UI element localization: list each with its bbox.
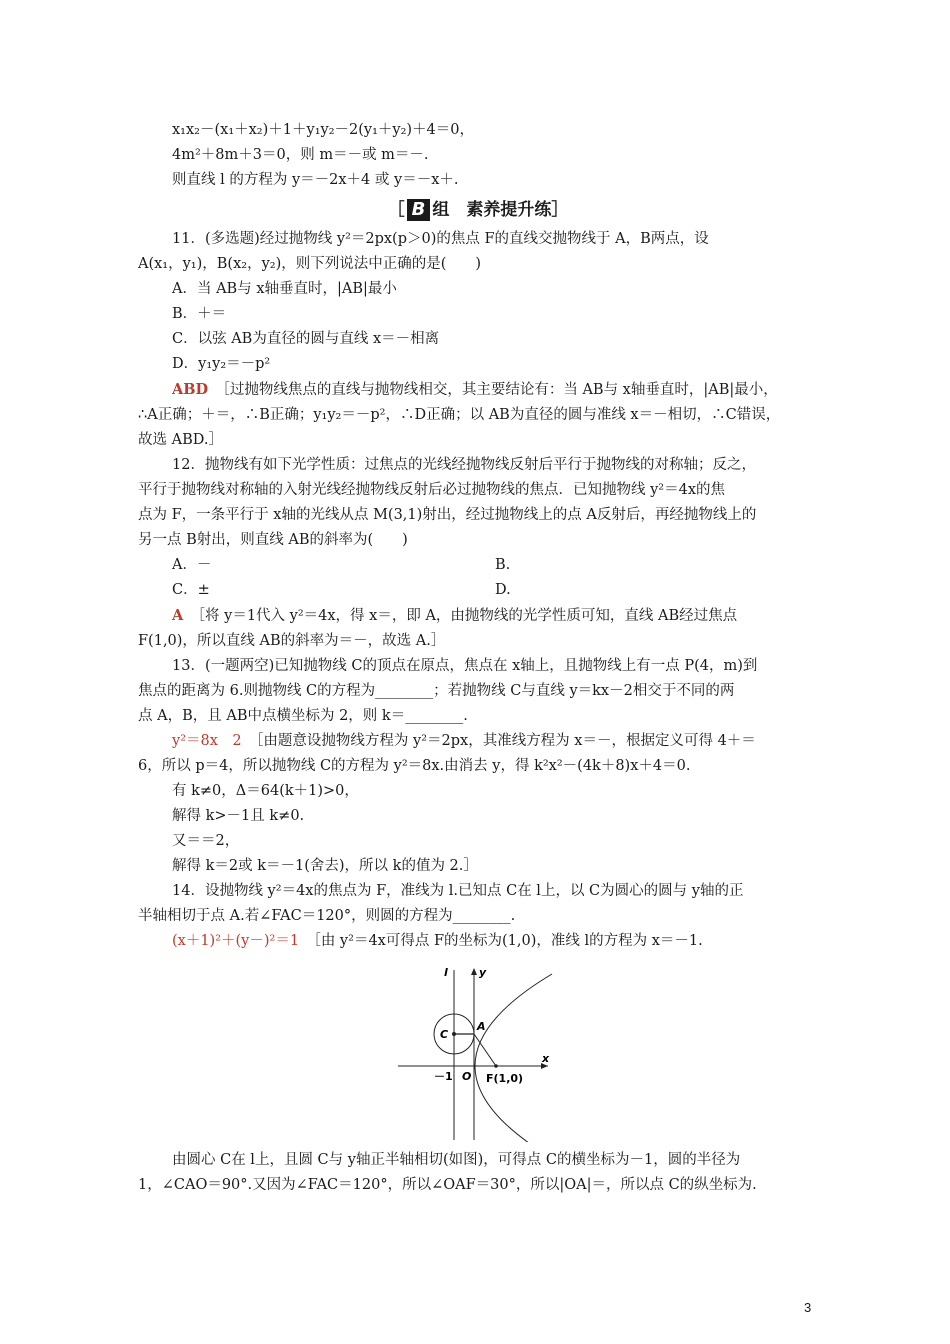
parabola-figure: [138, 962, 818, 1142]
q11-option-c: C．以弦 AB为直径的圆与直线 x＝－相离: [172, 331, 440, 347]
q13-stem-1: 13．(一题两空)已知抛物线 C的顶点在原点，焦点在 x轴上，且抛物线上有一点 P(4，m)到: [172, 658, 758, 674]
q14-stem-2: 半轴相切于点 A.若∠FAC＝120°，则圆的方程为________.: [138, 908, 516, 924]
parabola-curve: [475, 974, 552, 1142]
label-f: F(1,0): [486, 1072, 524, 1085]
q12-stem-4: 另一点 B射出，则直线 AB的斜率为( ): [138, 532, 408, 548]
q12-options-row-2: [138, 578, 818, 603]
label-c: C: [440, 1028, 449, 1041]
q11-solution-2: ∴A正确；＋＝，∴B正确；y₁y₂＝－p²，∴D正确；以 AB为直径的圆与准线 x＝－相切，∴C错误，: [138, 407, 781, 423]
q11-option-d: D．y₁y₂＝－p²: [172, 356, 271, 372]
label-l: l: [444, 966, 448, 979]
q12-solution-2: F(1,0)，所以直线 AB的斜率为＝－，故选 A.］: [138, 633, 446, 649]
parabola-diagram: [398, 962, 558, 1142]
q12-stem-3: 点为 F，一条平行于 x轴的光线从点 M(3,1)射出，经过抛物线上的点 A反射后，再经抛物线上的: [138, 507, 757, 523]
question-14: [138, 879, 818, 1198]
point-f: [494, 1064, 498, 1068]
q12-stem-1: 12．抛物线有如下光学性质：过焦点的光线经抛物线反射后平行于抛物线的对称轴；反之，: [172, 457, 756, 473]
q13-answer: y²＝8x 2: [172, 733, 242, 749]
label-x: x: [542, 1052, 550, 1065]
group-b-badge: B: [407, 199, 431, 221]
q13-solution-3: 有 k≠0，Δ＝64(k＋1)>0，: [172, 783, 359, 799]
label-y: y: [479, 966, 487, 979]
q13-solution-5: 又＝＝2，: [172, 833, 240, 849]
q11-stem-2: A(x₁，y₁)，B(x₂，y₂)，则下列说法中正确的是( ): [138, 256, 482, 272]
intro-line-3: 则直线 l 的方程为 y＝－2x＋4 或 y＝－x＋.: [172, 172, 459, 188]
q14-solution-2: 由圆心 C在 l上，且圆 C与 y轴正半轴相切(如图)，可得点 C的横坐标为－1，圆的半径为: [172, 1152, 741, 1168]
q12-options-row-1: [138, 553, 818, 578]
q11-option-b: B．＋＝: [172, 306, 227, 322]
q11-answer: ABD: [172, 381, 209, 398]
section-title: 组 素养提升练: [432, 200, 552, 220]
q11-solution-1: ABD ［过抛物线焦点的直线与抛物线相交，其主要结论有：当 AB与 x轴垂直时，|AB|最小，: [172, 381, 778, 398]
q13-stem-2: 焦点的距离为 6.则抛物线 C的方程为________；若抛物线 C与直线 y＝kx－2相交于不同的两: [138, 683, 735, 699]
q13-solution-1: y²＝8x 2 ［由题意设抛物线方程为 y²＝2px，其准线方程为 x＝－，根据定义可得 4＋＝: [172, 733, 756, 749]
label-a: A: [477, 1020, 486, 1033]
q11-stem-1: 11．(多选题)经过抛物线 y²＝2px(p＞0)的焦点 F的直线交抛物线于 A，B两点，设: [172, 231, 709, 247]
q14-solution-1: (x＋1)²＋(y－)²＝1 ［由 y²＝4x可得点 F的坐标为(1,0)，准线 l的方程为 x＝－1.: [172, 933, 703, 949]
label-neg1: －1: [434, 1070, 453, 1083]
q12-option-d: D.: [495, 582, 511, 598]
q14-solution-3: 1，∠CAO＝90°.又因为∠FAC＝120°，所以∠OAF＝30°，所以|OA|＝，所以点 C的纵坐标为.: [138, 1177, 757, 1193]
section-header: ［ B 组 素养提升练］: [387, 199, 569, 220]
page-number: 3: [804, 1300, 812, 1315]
question-13: [138, 654, 818, 879]
q12-option-c: C．±: [172, 582, 210, 598]
q11-option-a: A．当 AB与 x轴垂直时，|AB|最小: [172, 281, 397, 297]
q11-solution-3: 故选 ABD.］: [138, 432, 223, 448]
q12-stem-2: 平行于抛物线对称轴的入射光线经抛物线反射后必过抛物线的焦点．已知抛物线 y²＝4x的焦: [138, 482, 726, 498]
intro-line-2: 4m²＋8m＋3＝0，则 m＝－或 m＝－.: [172, 147, 429, 163]
page-content: [138, 118, 818, 1198]
q12-option-b: B.: [495, 557, 511, 573]
q12-option-a: A．－: [172, 557, 212, 573]
intro-line-1: x₁x₂－(x₁＋x₂)＋1＋y₁y₂－2(y₁＋y₂)＋4＝0，: [172, 122, 475, 138]
q13-solution-2: 6，所以 p＝4，所以抛物线 C的方程为 y²＝8x.由消去 y，得 k²x²－(4k＋8)x＋4＝0.: [138, 758, 691, 774]
q14-stem-1: 14．设抛物线 y²＝4x的焦点为 F，准线为 l.已知点 C在 l上，以 C为圆心的圆与 y轴的正: [172, 883, 744, 899]
question-12: [138, 453, 818, 654]
q13-stem-3: 点 A，B，且 AB中点横坐标为 2，则 k＝________.: [138, 708, 468, 724]
point-c: [452, 1032, 456, 1036]
y-axis-arrow: [471, 968, 477, 975]
q13-solution-4: 解得 k>－1且 k≠0.: [172, 808, 305, 824]
q14-answer: (x＋1)²＋(y－)²＝1: [172, 933, 300, 949]
q12-solution-1: A ［将 y＝1代入 y²＝4x，得 x＝，即 A，由抛物线的光学性质可知，直线 AB经过焦点: [172, 607, 738, 624]
question-11: [138, 227, 818, 453]
q12-answer: A: [172, 607, 184, 624]
q13-solution-6: 解得 k＝2或 k＝－1(舍去)，所以 k的值为 2.］: [172, 858, 478, 874]
label-o: O: [462, 1070, 472, 1083]
